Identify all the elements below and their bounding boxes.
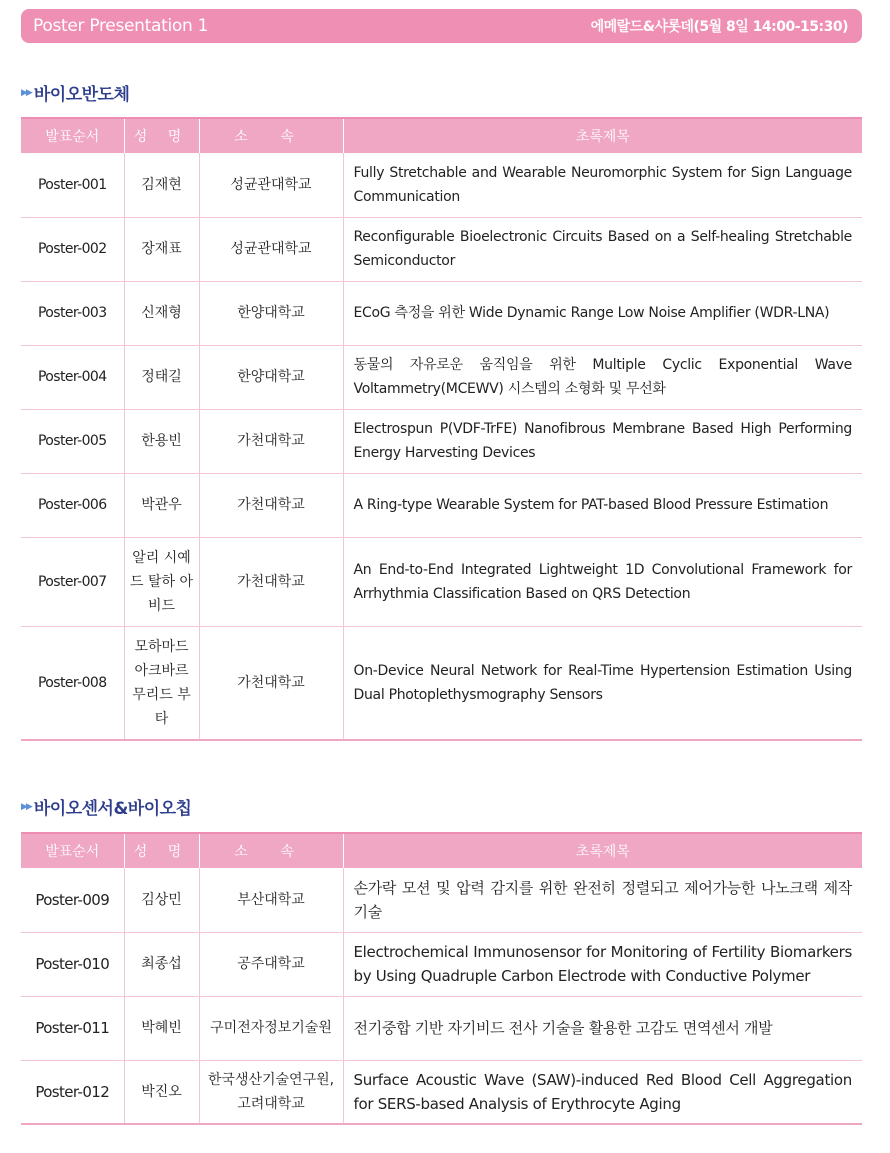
presenter-affiliation: 가천대학교 xyxy=(199,473,343,537)
presenter-name: 신재형 xyxy=(124,281,199,345)
abstract-title: Electrochemical Immunosensor for Monitoring of Fertility Biomarkers by Using Quadruple Carbon Electrode with Conductive Polymer xyxy=(343,932,862,996)
section-heading-text: 바이오센서&바이오칩 xyxy=(33,799,192,819)
presenter-name: 김상민 xyxy=(124,868,199,932)
poster-id: Poster-012 xyxy=(21,1060,124,1124)
presenter-name: 박혜빈 xyxy=(124,996,199,1060)
table-header-row xyxy=(21,833,862,868)
abstract-title: Surface Acoustic Wave (SAW)-induced Red Blood Cell Aggregation for SERS-based Analysis of Erythrocyte Aging xyxy=(343,1060,862,1124)
presenter-name: 최종섭 xyxy=(124,932,199,996)
table-row xyxy=(21,345,862,409)
presenter-name: 알리 시예드 탈하 아비드 xyxy=(124,537,199,626)
table-row xyxy=(21,153,862,217)
poster-id: Poster-010 xyxy=(21,932,124,996)
presenter-name: 정태길 xyxy=(124,345,199,409)
table-row xyxy=(21,1060,862,1124)
poster-id: Poster-001 xyxy=(21,153,124,217)
col-header-order: 발표순서 xyxy=(21,118,124,153)
presenter-affiliation: 구미전자정보기술원 xyxy=(199,996,343,1060)
section-heading-biosensor-biochip xyxy=(21,794,191,819)
session-banner xyxy=(21,9,862,43)
presenter-name: 장재표 xyxy=(124,217,199,281)
table-row xyxy=(21,473,862,537)
double-arrow-icon: ▶▶ xyxy=(21,801,31,812)
poster-table-section-2 xyxy=(21,832,862,1125)
poster-id: Poster-002 xyxy=(21,217,124,281)
abstract-title: 동물의 자유로운 움직임을 위한 Multiple Cyclic Exponential Wave Voltammetry(MCEWV) 시스템의 소형화 및 무선화 xyxy=(343,345,862,409)
presenter-affiliation: 한양대학교 xyxy=(199,345,343,409)
presenter-name: 모하마드 아크바르 무리드 부타 xyxy=(124,626,199,740)
table-row xyxy=(21,217,862,281)
poster-id: Poster-011 xyxy=(21,996,124,1060)
presenter-name: 김재현 xyxy=(124,153,199,217)
session-venue-time: 에메랄드&샤롯데(5월 8일 14:00-15:30) xyxy=(590,19,848,35)
presenter-affiliation: 가천대학교 xyxy=(199,537,343,626)
table-header-row xyxy=(21,118,862,153)
session-title: Poster Presentation 1 xyxy=(33,16,209,36)
col-header-name: 성 명 xyxy=(124,118,199,153)
poster-id: Poster-004 xyxy=(21,345,124,409)
presenter-affiliation: 성균관대학교 xyxy=(199,153,343,217)
abstract-title: On-Device Neural Network for Real-Time Hypertension Estimation Using Dual Photoplethysmography Sensors xyxy=(343,626,862,740)
col-header-name: 성 명 xyxy=(124,833,199,868)
col-header-order: 발표순서 xyxy=(21,833,124,868)
poster-id: Poster-006 xyxy=(21,473,124,537)
presenter-affiliation: 가천대학교 xyxy=(199,409,343,473)
poster-id: Poster-007 xyxy=(21,537,124,626)
poster-table-section-1 xyxy=(21,117,862,741)
poster-id: Poster-003 xyxy=(21,281,124,345)
section-heading-biosemiconductor xyxy=(21,80,129,105)
presenter-name: 한용빈 xyxy=(124,409,199,473)
presenter-name: 박관우 xyxy=(124,473,199,537)
presenter-affiliation: 공주대학교 xyxy=(199,932,343,996)
table-row xyxy=(21,626,862,740)
table-row xyxy=(21,537,862,626)
presenter-name: 박진오 xyxy=(124,1060,199,1124)
col-header-abstract-title: 초록제목 xyxy=(343,833,862,868)
double-arrow-icon: ▶▶ xyxy=(21,87,31,98)
table-row xyxy=(21,281,862,345)
table-row xyxy=(21,996,862,1060)
presenter-affiliation: 부산대학교 xyxy=(199,868,343,932)
abstract-title: A Ring-type Wearable System for PAT-based Blood Pressure Estimation xyxy=(343,473,862,537)
table-row xyxy=(21,409,862,473)
poster-id: Poster-008 xyxy=(21,626,124,740)
poster-id: Poster-009 xyxy=(21,868,124,932)
table-row xyxy=(21,868,862,932)
abstract-title: 손가락 모션 및 압력 감지를 위한 완전히 정렬되고 제어가능한 나노크랙 제작기술 xyxy=(343,868,862,932)
poster-id: Poster-005 xyxy=(21,409,124,473)
abstract-title: An End-to-End Integrated Lightweight 1D Convolutional Framework for Arrhythmia Classification Based on QRS Detection xyxy=(343,537,862,626)
col-header-affiliation: 소 속 xyxy=(199,833,343,868)
section-heading-text: 바이오반도체 xyxy=(33,85,130,105)
abstract-title: 전기중합 기반 자기비드 전사 기술을 활용한 고감도 면역센서 개발 xyxy=(343,996,862,1060)
table-row xyxy=(21,932,862,996)
presenter-affiliation: 한양대학교 xyxy=(199,281,343,345)
abstract-title: ECoG 측정을 위한 Wide Dynamic Range Low Noise Amplifier (WDR-LNA) xyxy=(343,281,862,345)
col-header-abstract-title: 초록제목 xyxy=(343,118,862,153)
abstract-title: Fully Stretchable and Wearable Neuromorphic System for Sign Language Communication xyxy=(343,153,862,217)
col-header-affiliation: 소 속 xyxy=(199,118,343,153)
abstract-title: Electrospun P(VDF-TrFE) Nanofibrous Membrane Based High Performing Energy Harvesting Devices xyxy=(343,409,862,473)
abstract-title: Reconfigurable Bioelectronic Circuits Based on a Self-healing Stretchable Semiconductor xyxy=(343,217,862,281)
presenter-affiliation: 성균관대학교 xyxy=(199,217,343,281)
presenter-affiliation: 한국생산기술연구원, 고려대학교 xyxy=(199,1060,343,1124)
presenter-affiliation: 가천대학교 xyxy=(199,626,343,740)
